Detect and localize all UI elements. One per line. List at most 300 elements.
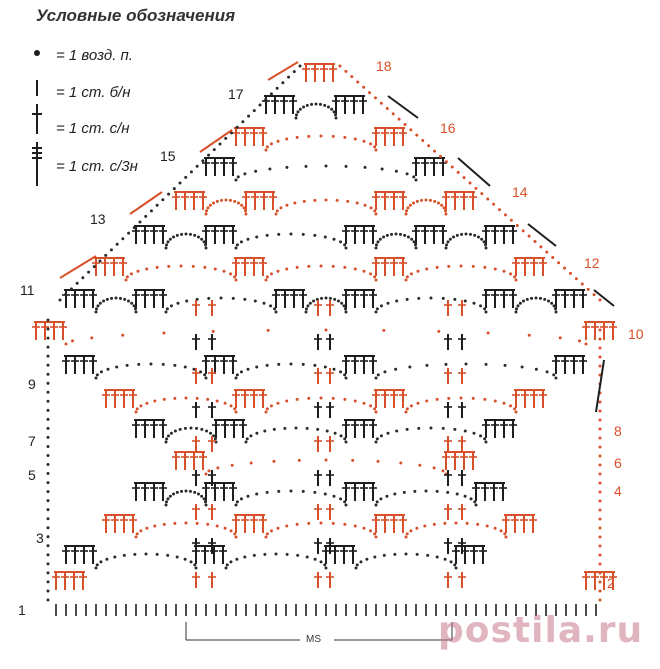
chain-dot <box>446 491 449 494</box>
chain-dot <box>466 522 469 525</box>
chain-dot <box>354 525 357 528</box>
chain-dot <box>279 206 282 209</box>
chain-dot <box>470 497 473 500</box>
chain-dot <box>335 117 338 120</box>
chain-dot <box>47 589 50 592</box>
chain-dot <box>530 297 533 300</box>
chain-dot <box>156 553 159 556</box>
chain-dot <box>247 115 250 118</box>
chain-dot <box>444 209 447 212</box>
chain-dot <box>451 166 454 169</box>
chain-dot <box>452 236 455 239</box>
chain-dot <box>229 272 232 275</box>
chain-dot <box>190 170 193 173</box>
chain-dot <box>447 265 450 268</box>
chain-dot <box>439 155 442 158</box>
chain-dot <box>47 391 50 394</box>
chain-dot <box>473 432 476 435</box>
chain-dot <box>443 522 446 525</box>
chain-dot <box>480 238 483 241</box>
chain-dot <box>521 366 524 369</box>
chain-dot <box>184 427 187 430</box>
chain-dot <box>363 140 366 143</box>
chain-dot <box>383 370 386 373</box>
chain-dot <box>343 136 346 139</box>
chain-dot <box>441 469 444 472</box>
chain-dot <box>320 522 323 525</box>
chain-dot <box>599 482 602 485</box>
chain-dot <box>373 145 376 148</box>
chain-dot <box>226 563 229 566</box>
chain-dot <box>312 300 315 303</box>
chain-dot <box>176 556 179 559</box>
chain-dot <box>320 135 323 138</box>
chain-dot <box>230 529 233 532</box>
chain-dot <box>455 567 458 570</box>
chain-dot <box>184 176 187 179</box>
chain-dot <box>166 497 169 500</box>
chain-dot <box>539 245 542 248</box>
chain-dot <box>167 434 170 437</box>
chain-dot <box>386 302 389 305</box>
chain-dot <box>283 427 286 430</box>
chain-dot <box>173 522 176 525</box>
chain-dot <box>285 166 288 169</box>
chain-dot <box>487 332 490 335</box>
chain-dot <box>235 411 238 414</box>
chain-dot <box>415 527 418 530</box>
chain-dot <box>295 427 298 430</box>
chain-dot <box>123 298 126 301</box>
chain-dot <box>405 411 408 414</box>
chain-dot <box>375 243 378 246</box>
chain-dot <box>201 159 204 162</box>
chain-dot <box>203 240 206 243</box>
chain-dot <box>344 70 347 73</box>
chain-dot <box>346 200 349 203</box>
chain-dot <box>216 525 219 528</box>
chain-dot <box>185 233 188 236</box>
chain-dot <box>563 267 566 270</box>
chain-dot <box>47 364 50 367</box>
chain-dot <box>443 206 446 209</box>
chain-dot <box>213 148 216 151</box>
chain-dot <box>236 500 239 503</box>
chain-dot <box>599 563 602 566</box>
chain-dot <box>306 556 309 559</box>
chain-dot <box>285 525 288 528</box>
chain-dot <box>344 307 347 310</box>
chain-dot <box>243 298 246 301</box>
chain-dot <box>554 307 557 310</box>
chain-dot <box>445 160 448 163</box>
chain-dot <box>599 329 602 332</box>
chain-dot <box>249 434 252 437</box>
chain-dot <box>240 370 243 373</box>
chain-dot <box>333 298 336 301</box>
chain-dot <box>162 363 165 366</box>
chain-dot <box>192 265 195 268</box>
chain-dot <box>212 202 215 205</box>
chain-dot <box>392 112 395 115</box>
chain-dot <box>333 368 336 371</box>
chain-dot <box>599 347 602 350</box>
chain-dot <box>480 192 483 195</box>
chain-dot <box>373 556 376 559</box>
chain-dot <box>268 168 271 171</box>
chain-dot <box>409 128 412 131</box>
chain-dot <box>255 236 258 239</box>
chain-dot <box>522 229 525 232</box>
chain-dot <box>599 590 602 593</box>
chain-dot <box>64 293 67 296</box>
chain-dot <box>343 266 346 269</box>
chain-dot <box>324 366 327 369</box>
chain-dot <box>190 427 193 430</box>
chain-dot <box>196 165 199 168</box>
chain-dot <box>406 206 409 209</box>
chain-dot <box>403 491 406 494</box>
chain-dot <box>551 256 554 259</box>
chain-dot <box>343 243 346 246</box>
chain-dot <box>266 491 269 494</box>
chain-dot <box>528 235 531 238</box>
chain-dot <box>173 364 176 367</box>
chain-dot <box>235 179 238 182</box>
chain-dot <box>599 299 602 302</box>
chain-dot <box>193 563 196 566</box>
chain-dot <box>265 536 268 539</box>
chain-dot <box>460 233 463 236</box>
chain-dot <box>599 338 602 341</box>
chain-dot <box>534 240 537 243</box>
chain-dot <box>203 266 206 269</box>
row-number-14: 14 <box>512 184 528 200</box>
chain-dot <box>225 567 228 570</box>
chain-dot <box>206 398 209 401</box>
chain-dot <box>356 563 359 566</box>
chain-dot <box>121 334 124 337</box>
chain-dot <box>296 110 299 113</box>
chain-dot <box>485 363 488 366</box>
chain-dot <box>259 104 262 107</box>
chain-dot <box>483 266 486 269</box>
chain-dot <box>425 268 428 271</box>
row-number-3: 3 <box>36 530 44 546</box>
chain-dot <box>113 556 116 559</box>
chain-dot <box>302 363 305 366</box>
chain-dot <box>494 400 497 403</box>
chain-dot <box>383 554 386 557</box>
chain-dot <box>136 407 139 410</box>
chain-dot <box>99 260 102 263</box>
chain-dot <box>444 363 447 366</box>
chain-dot <box>106 368 109 371</box>
chain-dot <box>166 554 169 557</box>
chain-dot <box>47 553 50 556</box>
row-number-10: 10 <box>628 326 644 342</box>
chain-dot <box>106 298 109 301</box>
chain-dot <box>420 199 423 202</box>
chain-dot <box>356 202 359 205</box>
chain-dot <box>413 490 416 493</box>
chain-dot <box>179 428 182 431</box>
chain-dot <box>246 437 249 440</box>
chain-dot <box>407 236 410 239</box>
chain-dot <box>433 150 436 153</box>
edge-stitch <box>130 192 162 214</box>
chain-dot <box>405 536 408 539</box>
chain-dot <box>409 204 412 207</box>
chain-dot <box>340 302 343 305</box>
chain-dot <box>204 243 207 246</box>
chain-dot <box>270 404 273 407</box>
chain-dot <box>263 430 266 433</box>
chain-dot <box>47 454 50 457</box>
chain-dot <box>376 240 379 243</box>
chain-dot <box>343 523 346 526</box>
chain-dot <box>270 529 273 532</box>
chain-dot <box>343 437 346 440</box>
row-number-15: 15 <box>160 148 176 164</box>
chain-dot <box>180 265 183 268</box>
chain-dot <box>408 366 411 369</box>
chain-dot <box>313 491 316 494</box>
chain-dot <box>266 532 269 535</box>
chain-dot <box>379 497 382 500</box>
chain-dot <box>334 432 337 435</box>
chain-dot <box>325 199 328 202</box>
chain-dot <box>386 432 389 435</box>
chain-dot <box>200 495 203 498</box>
chain-dot <box>373 532 376 535</box>
chain-dot <box>376 437 379 440</box>
chain-dot <box>136 270 139 273</box>
chain-dot <box>265 279 268 282</box>
chain-dot <box>485 311 488 314</box>
chain-dot <box>356 80 359 83</box>
chain-dot <box>236 243 239 246</box>
chain-dot <box>504 364 507 367</box>
chain-dot <box>599 527 602 530</box>
chain-dot <box>296 554 299 557</box>
chain-dot <box>473 500 476 503</box>
chain-dot <box>144 215 147 218</box>
chain-dot <box>205 377 208 380</box>
chain-dot <box>364 204 367 207</box>
chain-dot <box>245 441 248 444</box>
chain-dot <box>368 91 371 94</box>
chain-dot <box>150 363 153 366</box>
chain-dot <box>325 459 328 462</box>
chain-dot <box>483 307 486 310</box>
chain-dot <box>373 407 376 410</box>
chain-dot <box>286 553 289 556</box>
chain-dot <box>465 233 468 236</box>
chain-dot <box>500 529 503 532</box>
chain-dot <box>304 165 307 168</box>
chain-dot <box>95 377 98 380</box>
chain-dot <box>99 302 102 305</box>
chain-dot <box>224 137 227 140</box>
chain-dot <box>415 134 418 137</box>
chain-dot <box>302 490 305 493</box>
chain-dot <box>380 102 383 105</box>
chain-dot <box>492 203 495 206</box>
chain-dot <box>145 553 148 556</box>
chain-dot <box>266 275 269 278</box>
chain-dot <box>189 490 192 493</box>
chain-dot <box>430 427 433 430</box>
chain-dot <box>405 213 408 216</box>
chain-dot <box>503 532 506 535</box>
chain-dot <box>545 251 548 254</box>
chain-dot <box>169 238 172 241</box>
chain-dot <box>139 529 142 532</box>
chain-dot <box>137 363 140 366</box>
chain-dot <box>593 293 596 296</box>
chain-dot <box>303 200 306 203</box>
chain-dot <box>96 563 99 566</box>
chain-dot <box>546 370 549 373</box>
chain-dot <box>233 275 236 278</box>
chain-dot <box>406 275 409 278</box>
chain-dot <box>453 298 456 301</box>
chain-dot <box>326 430 329 433</box>
chain-dot <box>469 182 472 185</box>
chain-dot <box>96 304 99 307</box>
chain-dot <box>473 302 476 305</box>
chain-dot <box>165 243 168 246</box>
chain-dot <box>354 138 357 141</box>
chain-dot <box>195 427 198 430</box>
row-number-9: 9 <box>28 376 36 392</box>
chain-dot <box>47 382 50 385</box>
chain-dot <box>285 204 288 207</box>
row-number-8: 8 <box>614 423 622 439</box>
chain-dot <box>415 247 418 250</box>
chain-dot <box>296 136 299 139</box>
chain-dot <box>553 304 556 307</box>
chain-dot <box>276 402 279 405</box>
chain-dot <box>350 75 353 78</box>
chain-dot <box>206 523 209 526</box>
chain-dot <box>585 343 588 346</box>
chain-dot <box>235 377 238 380</box>
chain-dot <box>224 402 227 405</box>
chain-dot <box>339 240 342 243</box>
chain-dot <box>550 302 553 305</box>
chain-dot <box>184 558 187 561</box>
chain-dot <box>223 270 226 273</box>
chain-dot <box>263 553 266 556</box>
chain-dot <box>185 490 188 493</box>
chain-dot <box>543 298 546 301</box>
chain-dot <box>555 377 558 380</box>
chain-dot <box>433 523 436 526</box>
chain-dot <box>516 304 519 307</box>
chain-dot <box>276 87 279 90</box>
chain-dot <box>47 499 50 502</box>
chain-dot <box>243 556 246 559</box>
chain-dot <box>375 149 378 152</box>
chain-dot <box>266 407 269 410</box>
chain-dot <box>375 536 378 539</box>
chain-dot <box>295 117 298 120</box>
chain-dot <box>503 270 506 273</box>
chain-dot <box>237 202 240 205</box>
chain-dot <box>307 522 310 525</box>
chain-dot <box>81 276 84 279</box>
chain-dot <box>406 298 409 301</box>
chain-dot <box>167 193 170 196</box>
chain-dot <box>173 397 176 400</box>
chain-dot <box>421 139 424 142</box>
chain-dot <box>486 197 489 200</box>
chain-dot <box>174 430 177 433</box>
chain-dot <box>479 304 482 307</box>
chain-dot <box>476 523 479 526</box>
row-number-2: 2 <box>607 575 615 591</box>
chain-dot <box>47 472 50 475</box>
chain-dot <box>133 226 136 229</box>
chain-dot <box>390 233 393 236</box>
chain-dot <box>333 110 336 113</box>
chain-dot <box>375 247 378 250</box>
chain-dot <box>406 407 409 410</box>
chain-dot <box>484 243 487 246</box>
chain-dot <box>320 297 323 300</box>
chain-dot <box>464 495 467 498</box>
chain-dot <box>555 311 558 314</box>
chain-dot <box>277 363 280 366</box>
chain-dot <box>409 529 412 532</box>
chain-dot <box>313 199 316 202</box>
chain-dot <box>153 400 156 403</box>
chain-dot <box>425 199 428 202</box>
chain-dot <box>343 398 346 401</box>
chain-dot <box>162 332 165 335</box>
chain-dot <box>339 65 342 68</box>
chain-dot <box>277 490 280 493</box>
chain-dot <box>47 508 50 511</box>
chain-dot <box>599 410 602 413</box>
chain-dot <box>599 419 602 422</box>
chain-dot <box>145 527 148 530</box>
chain-dot <box>295 113 298 116</box>
chain-dot <box>229 199 232 202</box>
chain-dot <box>472 397 475 400</box>
chain-dot <box>332 397 335 400</box>
chain-dot <box>363 270 366 273</box>
chain-dot <box>266 364 269 367</box>
chain-dot <box>307 265 310 268</box>
double-crochet-icon <box>30 102 44 136</box>
chain-dot <box>205 430 208 433</box>
chain-dot <box>156 204 159 207</box>
chain-dot <box>47 481 50 484</box>
chain-dot <box>442 427 445 430</box>
chain-dot <box>399 462 402 465</box>
chain-dot <box>116 243 119 246</box>
chain-dot <box>474 187 477 190</box>
chain-dot <box>599 536 602 539</box>
chain-dot <box>320 397 323 400</box>
edge-stitch <box>594 290 614 306</box>
chain-dot <box>503 402 506 405</box>
chain-dot <box>320 560 323 563</box>
chain-dot <box>599 491 602 494</box>
